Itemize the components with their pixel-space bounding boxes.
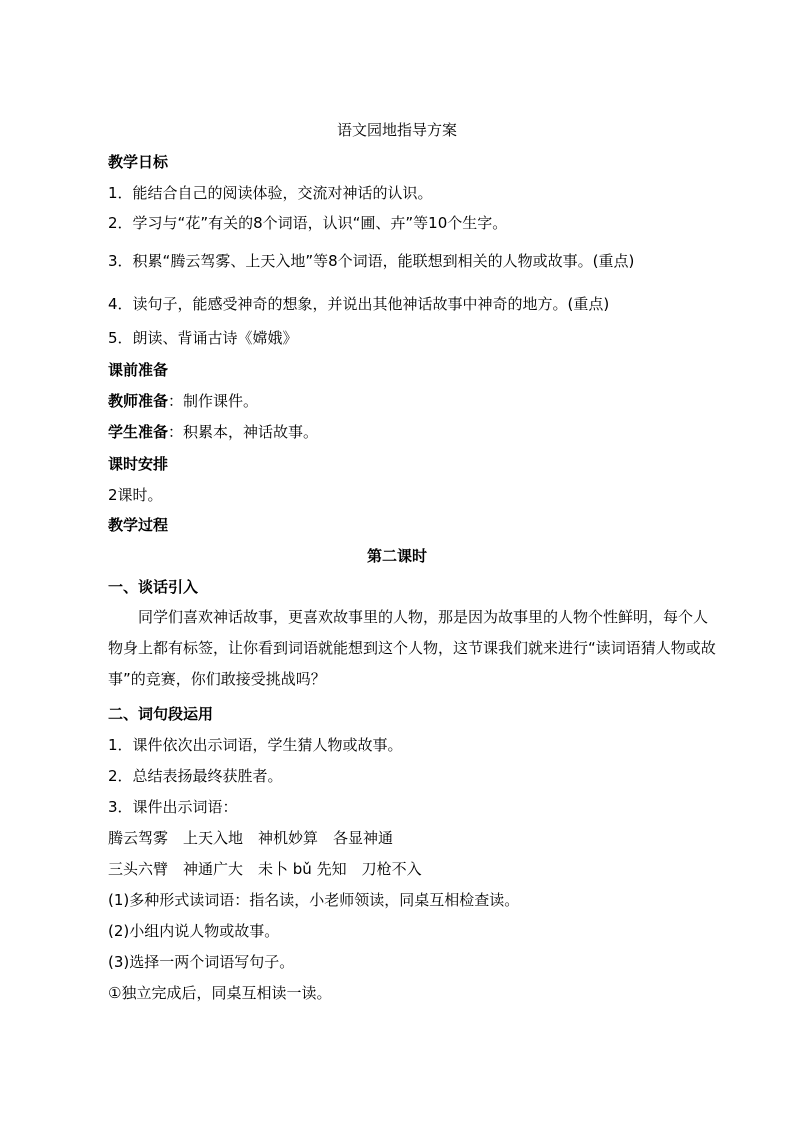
activity-item: ①独立完成后，同桌互相读一读。 bbox=[108, 984, 332, 1002]
section1-heading: 一、谈话引入 bbox=[108, 578, 199, 596]
schedule-heading: 课时安排 bbox=[108, 455, 169, 473]
document-title: 语文园地指导方案 bbox=[336, 121, 457, 139]
objective-item: 1．能结合自己的阅读体验，交流对神话的认识。 bbox=[108, 184, 433, 202]
teacher-prep-text: ：制作课件。 bbox=[168, 392, 259, 410]
teacher-prep bbox=[108, 391, 734, 411]
section2-item: 1．课件依次出示词语，学生猜人物或故事。 bbox=[108, 736, 403, 754]
student-prep bbox=[108, 422, 734, 442]
process-heading: 教学过程 bbox=[108, 516, 169, 534]
activity-item: (1)多种形式读词语：指名读，小老师领读，同桌互相检查读。 bbox=[108, 891, 520, 909]
objective-item: 5．朗读、背诵古诗《嫦娥》 bbox=[108, 329, 298, 347]
section1-paragraph: 同学们喜欢神话故事，更喜欢故事里的人物，那是因为故事里的人物个性鲜明，每个人物身上都有标签，让你看到词语就能想到这个人物，这节课我们就来进行“读词语猜人物或故事”的竞赛，你们敢接受挑战吗？ bbox=[108, 608, 716, 688]
word-row: 腾云驾雾 上天入地 神机妙算 各显神通 bbox=[108, 829, 394, 847]
section2-heading: 二、词句段运用 bbox=[108, 705, 214, 723]
word-row: 三头六臂 神通广大 未卜 bǔ 先知 刀枪不入 bbox=[108, 860, 422, 878]
schedule-text: 2课时。 bbox=[108, 486, 163, 504]
activity-item: (3)选择一两个词语写句子。 bbox=[108, 953, 295, 971]
objective-item: 4．读句子，能感受神奇的想象，并说出其他神话故事中神奇的地方。(重点) bbox=[108, 295, 610, 313]
section2-item: 3．课件出示词语： bbox=[108, 798, 238, 816]
student-prep-label: 学生准备 bbox=[108, 423, 169, 441]
lesson-title: 第二课时 bbox=[366, 547, 427, 565]
objectives-heading: 教学日标 bbox=[108, 153, 169, 171]
teacher-prep-label: 教师准备 bbox=[108, 392, 169, 410]
objective-item: 3．积累“腾云驾雾、上天入地”等8个词语，能联想到相关的人物或故事。(重点) bbox=[108, 252, 635, 270]
section2-item: 2．总结表扬最终获胜者。 bbox=[108, 767, 283, 785]
activity-item: (2)小组内说人物或故事。 bbox=[108, 922, 280, 940]
prep-heading: 课前准备 bbox=[108, 361, 169, 379]
objective-item: 2．学习与“花”有关的8个词语，认识“圃、卉”等10个生字。 bbox=[108, 214, 508, 232]
student-prep-text: ：积累本，神话故事。 bbox=[168, 423, 319, 441]
